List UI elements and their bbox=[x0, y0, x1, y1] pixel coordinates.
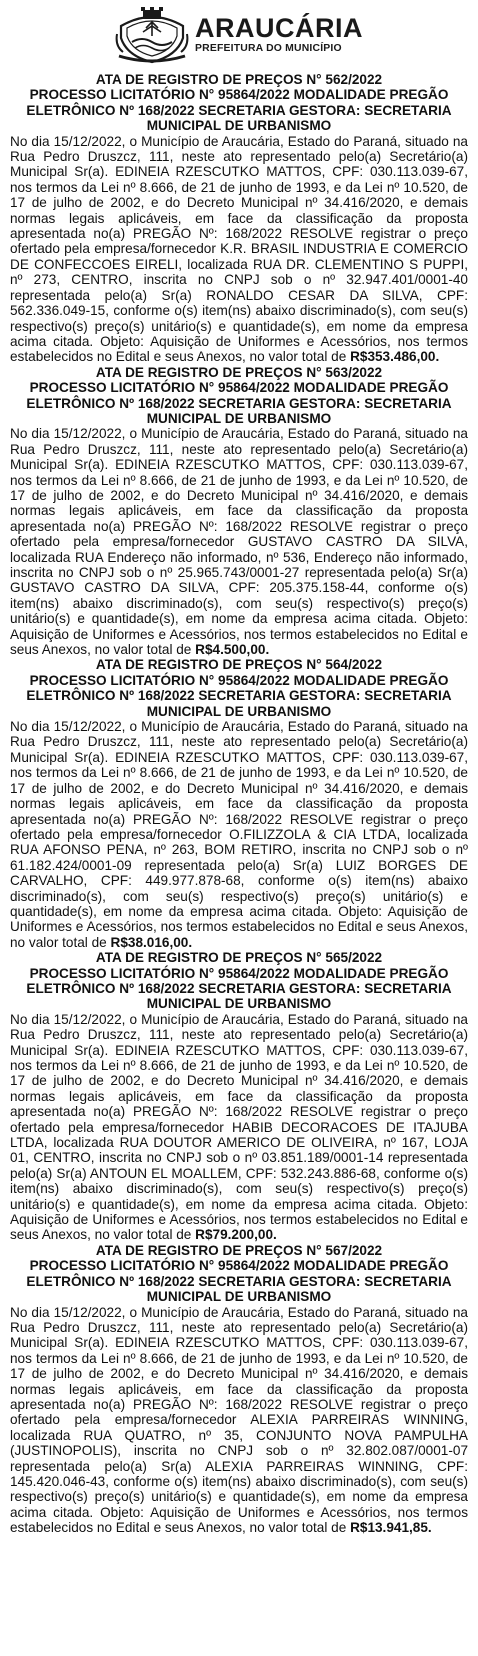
act-body-text: No dia 15/12/2022, o Município de Araucária, Estado do Paraná, situado na Rua Pedro Druszcz, 111, neste ato representado pelo(a) Secretário(a) Municipal Sr(a). EDINEIA RZESCUTKO MATTOS, CPF: 030.113.039-67, nos termos da Lei nº 8.666, de 21 de junho de 1993, e da Lei nº 10.520, de 17 de julho de 2002, e do Decreto Municipal nº 34.416/2020, e demais normas legais aplicáveis, em face da classificação da proposta apresentada no(a) PREGÃO Nº: 168/2022 RESOLVE registrar o preço ofertado pela empresa/fornecedor K.R. BRASIL INDUSTRIA E COMERCIO DE CONFECCOES EIRELI, localizada RUA DR. CLEMENTINO S PUPPI, nº 273, CENTRO, inscrita no CNPJ sob o nº 32.947.401/0001-40 representada pelo(a) Sr(a) RONALDO CESAR DA SILVA, CPF: 562.336.049-15, conforme o(s) item(ns) abaixo discriminado(s), com seu(s) respectivo(s) preço(s) unitário(s) e quantidade(s), em nome da empresa acima citada. Objeto: Aquisição de Uniformes e Acessórios, nos termos estabelecidos no Edital e seus Anexos, no valor total de bbox=[10, 133, 468, 365]
act-body bbox=[10, 1012, 468, 1243]
act-process-heading: PROCESSO LICITATÓRIO N° 95864/2022 MODALIDADE PREGÃO ELETRÔNICO Nº 168/2022 SECRETARIA GESTORA: SECRETARIA MUNICIPAL DE URBANISMO bbox=[26, 380, 452, 426]
act-body bbox=[10, 426, 468, 657]
act-body-text: No dia 15/12/2022, o Município de Araucária, Estado do Paraná, situado na Rua Pedro Druszcz, 111, neste ato representado pelo(a) Secretário(a) Municipal Sr(a). EDINEIA RZESCUTKO MATTOS, CPF: 030.113.039-67, nos termos da Lei nº 8.666, de 21 de junho de 1993, e da Lei nº 10.520, de 17 de julho de 2002, e do Decreto Municipal nº 34.416/2020, e demais normas legais aplicáveis, em face da classificação da proposta apresentada no(a) PREGÃO Nº: 168/2022 RESOLVE registrar o preço ofertado pela empresa/fornecedor HABIB DECORACOES DE ITAJUBA LTDA, localizada RUA DOUTOR AMERICO DE OLIVEIRA, nº 167, LOJA 01, CENTRO, inscrita no CNPJ sob o nº 03.851.189/0001-14 representada pelo(a) Sr(a) ANTOUN EL MOALLEM, CPF: 532.243.886-68, conforme o(s) item(ns) abaixo discriminado(s), com seu(s) respectivo(s) preço(s) unitário(s) e quantidade(s), em nome da empresa acima citada. Objeto: Aquisição de Uniformes e Acessórios, nos termos estabelecidos no Edital e seus Anexos, no valor total de bbox=[10, 1011, 468, 1243]
act-563 bbox=[10, 365, 468, 658]
act-562 bbox=[10, 72, 468, 365]
municipal-crest-icon bbox=[115, 6, 189, 64]
act-body-text: No dia 15/12/2022, o Município de Araucária, Estado do Paraná, situado na Rua Pedro Druszcz, 111, neste ato representado pelo(a) Secretário(a) Municipal Sr(a). EDINEIA RZESCUTKO MATTOS, CPF: 030.113.039-67, nos termos da Lei nº 8.666, de 21 de junho de 1993, e da Lei nº 10.520, de 17 de julho de 2002, e do Decreto Municipal nº 34.416/2020, e demais normas legais aplicáveis, em face da classificação da proposta apresentada no(a) PREGÃO Nº: 168/2022 RESOLVE registrar o preço ofertado pela empresa/fornecedor ALEXIA PARREIRAS WINNING, localizada RUA QUATRO, nº 35, CONJUNTO NOVA PAMPULHA (JUSTINOPOLIS), inscrita no CNPJ sob o nº 32.802.087/0001-07 representada pelo(a) Sr(a) ALEXIA PARREIRAS WINNING, CPF: 145.420.046-43, conforme o(s) item(ns) abaixo discriminado(s), com seu(s) respectivo(s) preço(s) unitário(s) e quantidade(s), em nome da empresa acima citada. Objeto: Aquisição de Uniformes e Acessórios, nos termos estabelecidos no Edital e seus Anexos, no valor total de bbox=[10, 1304, 468, 1536]
act-total: R$4.500,00. bbox=[195, 642, 270, 658]
act-title bbox=[10, 1243, 468, 1305]
act-body-text: No dia 15/12/2022, o Município de Araucária, Estado do Paraná, situado na Rua Pedro Druszcz, 111, neste ato representado pelo(a) Secretário(a) Municipal Sr(a). EDINEIA RZESCUTKO MATTOS, CPF: 030.113.039-67, nos termos da Lei nº 8.666, de 21 de junho de 1993, e da Lei nº 10.520, de 17 de julho de 2002, e do Decreto Municipal nº 34.416/2020, e demais normas legais aplicáveis, em face da classificação da proposta apresentada no(a) PREGÃO Nº: 168/2022 RESOLVE registrar o preço ofertado pela empresa/fornecedor O.FILIZZOLA & CIA LTDA, localizada RUA AFONSO PENA, nº 263, BOM RETIRO, inscrita no CNPJ sob o nº 61.182.424/0001-09 representada pelo(a) Sr(a) LUIZ BORGES DE CARVALHO, CPF: 449.977.878-68, conforme o(s) item(ns) abaixo discriminado(s), com seu(s) respectivo(s) preço(s) unitário(s) e quantidade(s), em nome da empresa acima citada. Objeto: Aquisição de Uniformes e Acessórios, nos termos estabelecidos no Edital e seus Anexos, no valor total de bbox=[10, 719, 468, 950]
act-number-heading: ATA DE REGISTRO DE PREÇOS N° 565/2022 bbox=[95, 950, 383, 966]
brand-name: ARAUCÁRIA bbox=[195, 13, 363, 44]
act-title bbox=[10, 365, 468, 427]
act-process-heading: PROCESSO LICITATÓRIO N° 95864/2022 MODALIDADE PREGÃO ELETRÔNICO Nº 168/2022 SECRETARIA GESTORA: SECRETARIA MUNICIPAL DE URBANISMO bbox=[26, 672, 452, 719]
act-process-heading: PROCESSO LICITATÓRIO N° 95864/2022 MODALIDADE PREGÃO ELETRÔNICO Nº 168/2022 SECRETARIA GESTORA: SECRETARIA MUNICIPAL DE URBANISMO bbox=[26, 1258, 452, 1305]
act-body bbox=[10, 134, 468, 365]
act-body bbox=[10, 1305, 468, 1536]
act-process-heading: PROCESSO LICITATÓRIO N° 95864/2022 MODALIDADE PREGÃO ELETRÔNICO Nº 168/2022 SECRETARIA GESTORA: SECRETARIA MUNICIPAL DE URBANISMO bbox=[26, 87, 452, 134]
act-process-heading: PROCESSO LICITATÓRIO N° 95864/2022 MODALIDADE PREGÃO ELETRÔNICO Nº 168/2022 SECRETARIA GESTORA: SECRETARIA MUNICIPAL DE URBANISMO bbox=[26, 965, 452, 1012]
act-number-heading: ATA DE REGISTRO DE PREÇOS N° 563/2022 bbox=[95, 364, 383, 380]
act-564 bbox=[10, 657, 468, 950]
act-567 bbox=[10, 1243, 468, 1536]
act-title bbox=[10, 657, 468, 719]
act-total: R$79.200,00. bbox=[195, 1227, 277, 1243]
act-number-heading: ATA DE REGISTRO DE PREÇOS N° 564/2022 bbox=[95, 657, 383, 673]
header bbox=[10, 0, 468, 66]
brand-subtitle: PREFEITURA DO MUNICÍPIO bbox=[195, 43, 342, 55]
brand bbox=[195, 15, 363, 54]
act-565 bbox=[10, 950, 468, 1243]
acts-list bbox=[10, 72, 468, 1536]
act-number-heading: ATA DE REGISTRO DE PREÇOS N° 562/2022 bbox=[95, 72, 383, 87]
act-title bbox=[10, 72, 468, 134]
act-body-text: No dia 15/12/2022, o Município de Araucária, Estado do Paraná, situado na Rua Pedro Druszcz, 111, neste ato representado pelo(a) Secretário(a) Municipal Sr(a). EDINEIA RZESCUTKO MATTOS, CPF: 030.113.039-67, nos termos da Lei nº 8.666, de 21 de junho de 1993, e da Lei nº 10.520, de 17 de julho de 2002, e do Decreto Municipal nº 34.416/2020, e demais normas legais aplicáveis, em face da classificação da proposta apresentada no(a) PREGÃO Nº: 168/2022 RESOLVE registrar o preço ofertado pela empresa/fornecedor GUSTAVO CASTRO DA SILVA, localizada RUA Endereço não informado, nº 536, Endereço não informado, inscrita no CNPJ sob o nº 25.965.743/0001-27 representada pelo(a) Sr(a) GUSTAVO CASTRO DA SILVA, CPF: 205.375.158-44, conforme o(s) item(ns) abaixo discriminado(s), com seu(s) respectivo(s) preço(s) unitário(s) e quantidade(s), em nome da empresa acima citada. Objeto: Aquisição de Uniformes e Acessórios, nos termos estabelecidos no Edital e seus Anexos, no valor total de bbox=[10, 426, 468, 658]
act-total: R$13.941,85. bbox=[350, 1520, 432, 1536]
act-title bbox=[10, 950, 468, 1012]
act-number-heading: ATA DE REGISTRO DE PREÇOS N° 567/2022 bbox=[95, 1242, 383, 1258]
act-body bbox=[10, 719, 468, 950]
act-total: R$353.486,00. bbox=[350, 349, 440, 365]
act-total: R$38.016,00. bbox=[110, 934, 193, 950]
